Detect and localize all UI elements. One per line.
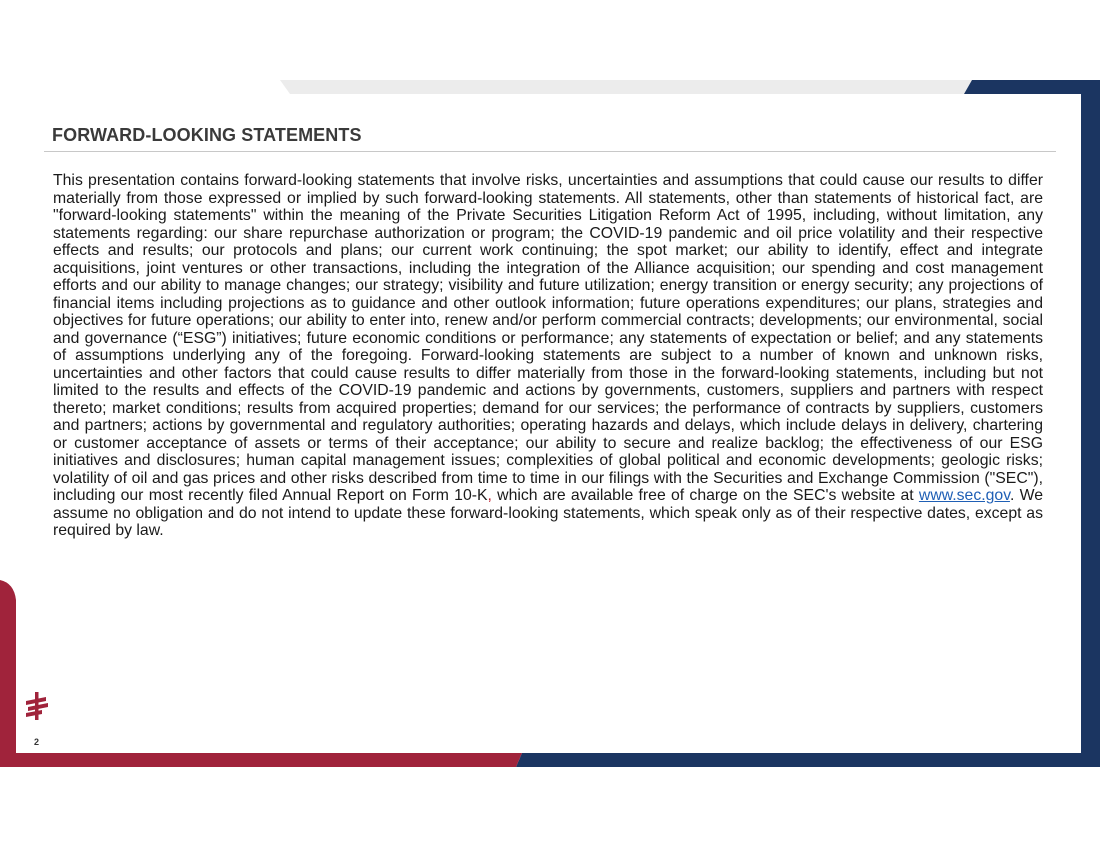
statement-text-part-3: . We assume no obligation and do not intend to update these forward-looking statements, which speak only as of their respective dates, except as required by law. [53,487,1043,539]
forward-looking-statement-text [53,172,1043,540]
header-gray-band [280,80,972,94]
statement-text-part-2: which are available free of charge on the SEC's website at [491,487,919,504]
company-logo-icon [24,692,50,720]
title-divider [44,151,1056,152]
page-number: 2 [34,737,40,747]
page-title: FORWARD-LOOKING STATEMENTS [52,125,362,145]
footer-crimson-band [0,753,522,767]
sec-website-link[interactable]: www.sec.gov [918,487,1010,504]
left-crimson-border [0,580,16,753]
statement-comma: , [487,487,492,504]
footer-navy-band [516,753,1081,767]
statement-text-part-1: This presentation contains forward-looking statements that involve risks, uncertainties and assumptions that could cause our results to differ materially from those expressed or implied by such forward-looking statements. All statements, other than statements of historical fact, are "forward-looking statements" within the meaning of the Private Securities Litigation Reform Act of 1995, including, without limitation, any statements regarding: our share repurchase authorization or program; the COVID-19 pandemic and oil price volatility and their respective effects and results; our protocols and plans; our current work continuing; the spot market; our ability to identify, effect and integrate acquisitions, joint ventures or other transactions, including the integration of the Alliance acquisition; our spending and cost management efforts and our ability to manage changes; our strategy; visibility and future utilization; energy transition or energy security; any projections of financial items including projections as to guidance and other outlook information; future operations expenditures; our plans, strategies and objectives for future operations; our ability to enter into, renew and/or perform commercial contracts; developments; our environmental, social and governance (“ESG”) initiatives; future economic conditions or performance; any statements of expectation or belief; and any statements of assumptions underlying any of the foregoing. Forward-looking statements are subject to a number of known and unknown risks, uncertainties and other factors that could cause results to differ materially from those in the forward-looking statements, including but not limited to the results and effects of the COVID-19 pandemic and actions by governments, customers, suppliers and partners with respect thereto; market conditions; results from acquired properties; demand for our services; the performance of contracts by suppliers, customers and partners; actions by governmental and regulatory authorities; operating hazards and delays, which include delays in delivery, chartering or customer acceptance of assets or terms of their acceptance; our ability to secure and realize backlog; the effectiveness of our ESG initiatives and disclosures; human capital management issues; complexities of global political and economic developments; geologic risks; volatility of oil and gas prices and other risks described from time to time in our filings with the Securities and Exchange Commission ("SEC"), including our most recently filed Annual Report on Form 10-K [53,172,1043,504]
